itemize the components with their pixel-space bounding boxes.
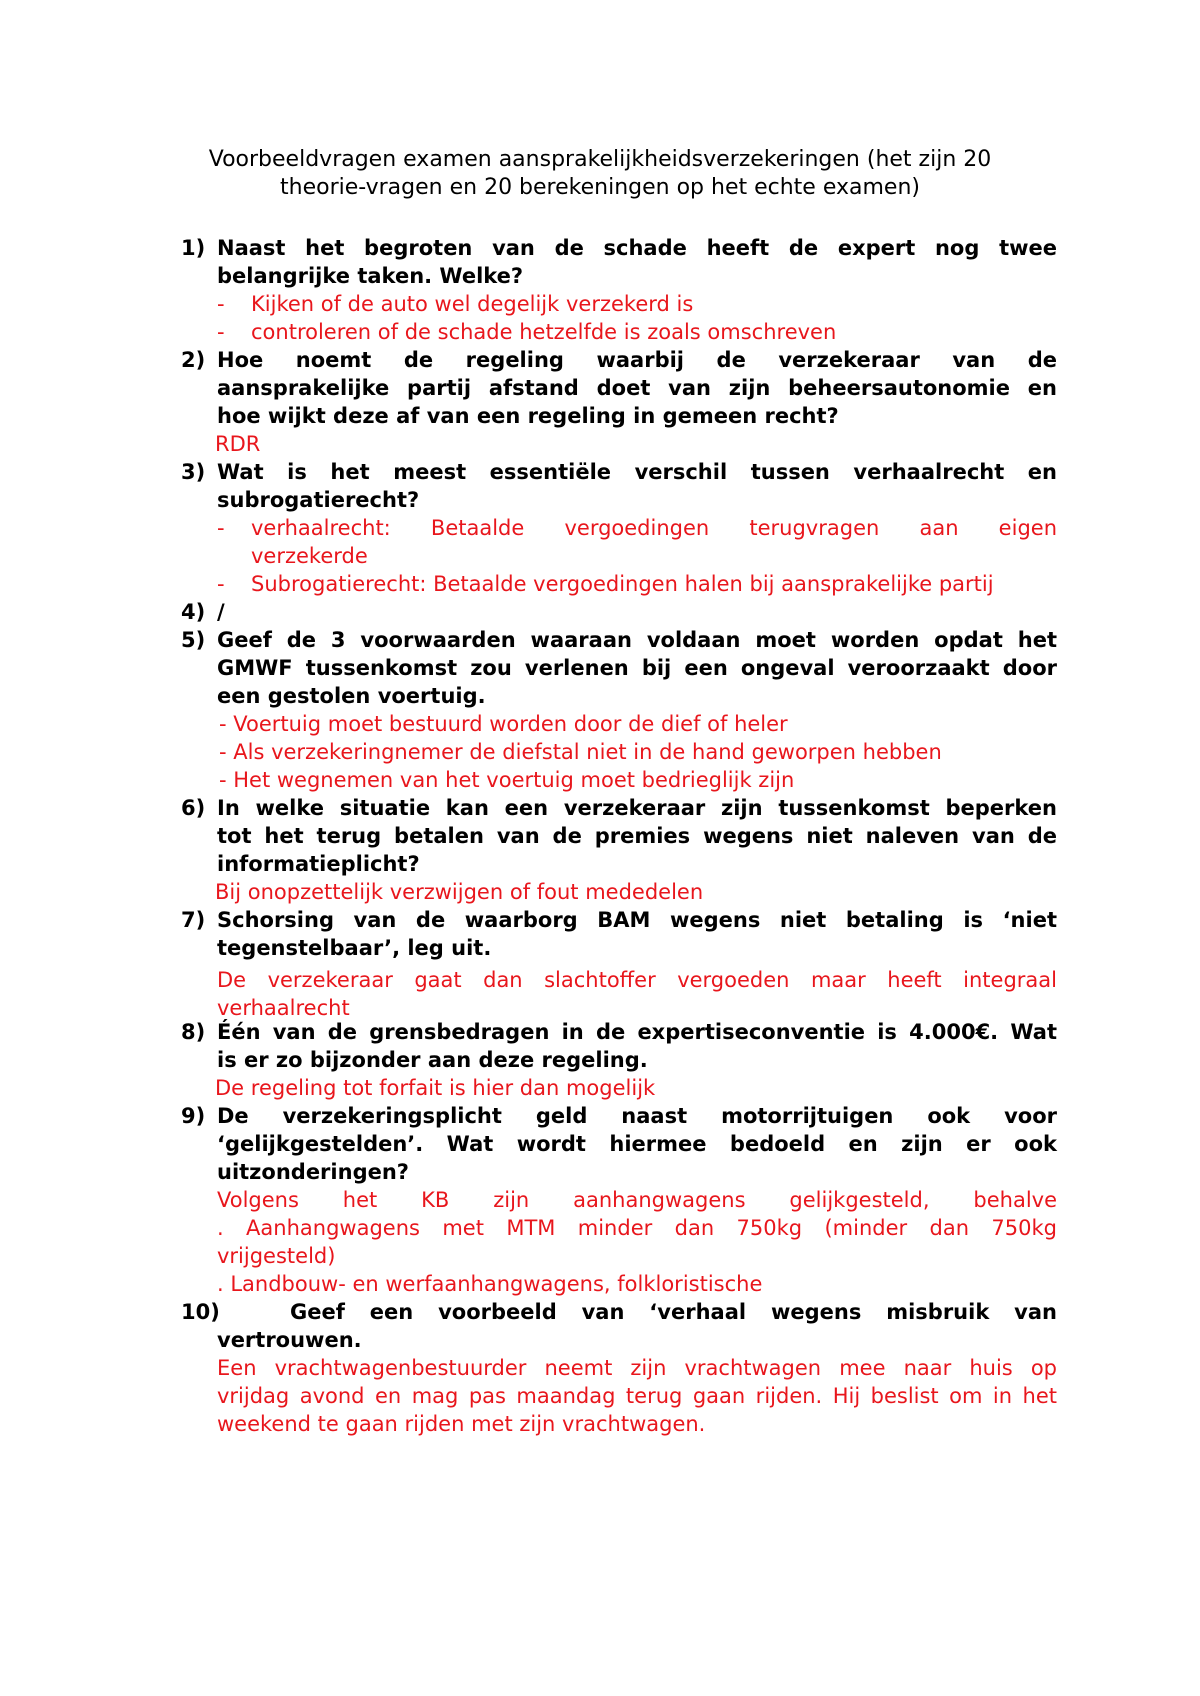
question-text: ‘gelijkgestelden’. Wat wordt hiermee bedoeld en zijn er ook	[217, 1132, 1057, 1156]
question-text: informatieplicht?	[217, 852, 420, 876]
answer-bullet: -	[217, 320, 225, 344]
question-number: 8)	[181, 1020, 206, 1044]
answer-text: - Als verzekeringnemer de diefstal niet in de hand geworpen hebben	[219, 740, 942, 764]
answer-text: Subrogatierecht: Betaalde vergoedingen halen bij aansprakelijke partij	[251, 572, 994, 596]
answer-text: verzekerde	[251, 544, 368, 568]
question-text: In welke situatie kan een verzekeraar zijn tussenkomst beperken	[217, 796, 1057, 820]
answer-text: - Het wegnemen van het voertuig moet bedrieglijk zijn	[219, 768, 795, 792]
question-text: Schorsing van de waarborg BAM wegens niet betaling is ‘niet	[217, 908, 1057, 932]
question-text: belangrijke taken. Welke?	[217, 264, 524, 288]
question-text: tegenstelbaar’, leg uit.	[217, 936, 492, 960]
question-number: 3)	[181, 460, 206, 484]
question-number: 1)	[181, 236, 206, 260]
question-text: De verzekeringsplicht geld naast motorrijtuigen ook voor	[217, 1104, 1057, 1128]
question-text: Geef een voorbeeld van ‘verhaal wegens misbruik van	[290, 1300, 1057, 1324]
question-text: Wat is het meest essentiële verschil tussen verhaalrecht en	[217, 460, 1057, 484]
question-number: 10)	[181, 1300, 220, 1324]
answer-text: De verzekeraar gaat dan slachtoffer vergoeden maar heeft integraal	[217, 968, 1057, 992]
question-text: uitzonderingen?	[217, 1160, 409, 1184]
answer-text: . Aanhangwagens met MTM minder dan 750kg (minder dan 750kg	[217, 1216, 1057, 1240]
question-text: Naast het begroten van de schade heeft de expert nog twee	[217, 236, 1057, 260]
question-text: /	[217, 600, 225, 624]
answer-text: Een vrachtwagenbestuurder neemt zijn vrachtwagen mee naar huis op	[217, 1356, 1057, 1380]
question-text: hoe wijkt deze af van een regeling in gemeen recht?	[217, 404, 839, 428]
answer-text: - Voertuig moet bestuurd worden door de dief of heler	[219, 712, 788, 736]
question-text: Één van de grensbedragen in de expertiseconventie is 4.000€. Wat	[217, 1020, 1057, 1044]
question-number: 2)	[181, 348, 206, 372]
question-text: subrogatierecht?	[217, 488, 420, 512]
answer-text: verhaalrecht	[217, 996, 350, 1020]
question-text: een gestolen voertuig.	[217, 684, 486, 708]
answer-text: . Landbouw- en werfaanhangwagens, folkloristische	[217, 1272, 763, 1296]
question-text: aansprakelijke partij afstand doet van zijn beheersautonomie en	[217, 376, 1057, 400]
question-number: 6)	[181, 796, 206, 820]
question-text: GMWF tussenkomst zou verlenen bij een ongeval veroorzaakt door	[217, 656, 1057, 680]
answer-text: vrijgesteld)	[217, 1244, 336, 1268]
answer-text: De regeling tot forfait is hier dan mogelijk	[215, 1076, 656, 1100]
answer-text: verhaalrecht: Betaalde vergoedingen terugvragen aan eigen	[251, 516, 1057, 540]
answer-text: Bij onopzettelijk verzwijgen of fout mededelen	[215, 880, 704, 904]
document-title-line-2: theorie-vragen en 20 berekeningen op het echte examen)	[280, 175, 920, 200]
answer-text: controleren of de schade hetzelfde is zoals omschreven	[251, 320, 837, 344]
question-text: tot het terug betalen van de premies wegens niet naleven van de	[217, 824, 1057, 848]
question-text: Hoe noemt de regeling waarbij de verzekeraar van de	[217, 348, 1057, 372]
answer-text: vrijdag avond en mag pas maandag terug gaan rijden. Hij beslist om in het	[217, 1384, 1057, 1408]
question-number: 5)	[181, 628, 206, 652]
answer-text: RDR	[215, 432, 261, 456]
question-number: 7)	[181, 908, 206, 932]
answer-text: Kijken of de auto wel degelijk verzekerd is	[251, 292, 694, 316]
answer-text: weekend te gaan rijden met zijn vrachtwagen.	[217, 1412, 706, 1436]
question-text: Geef de 3 voorwaarden waaraan voldaan moet worden opdat het	[217, 628, 1057, 652]
answer-text: Volgens het KB zijn aanhangwagens gelijkgesteld, behalve	[217, 1188, 1057, 1212]
document-title-line-1: Voorbeeldvragen examen aansprakelijkheidsverzekeringen (het zijn 20	[208, 147, 992, 172]
answer-bullet: -	[217, 572, 225, 596]
question-text: is er zo bijzonder aan deze regeling.	[217, 1048, 648, 1072]
answer-bullet: -	[217, 516, 225, 540]
question-text: vertrouwen.	[217, 1328, 362, 1352]
answer-bullet: -	[217, 292, 225, 316]
question-number: 4)	[181, 600, 206, 624]
question-number: 9)	[181, 1104, 206, 1128]
